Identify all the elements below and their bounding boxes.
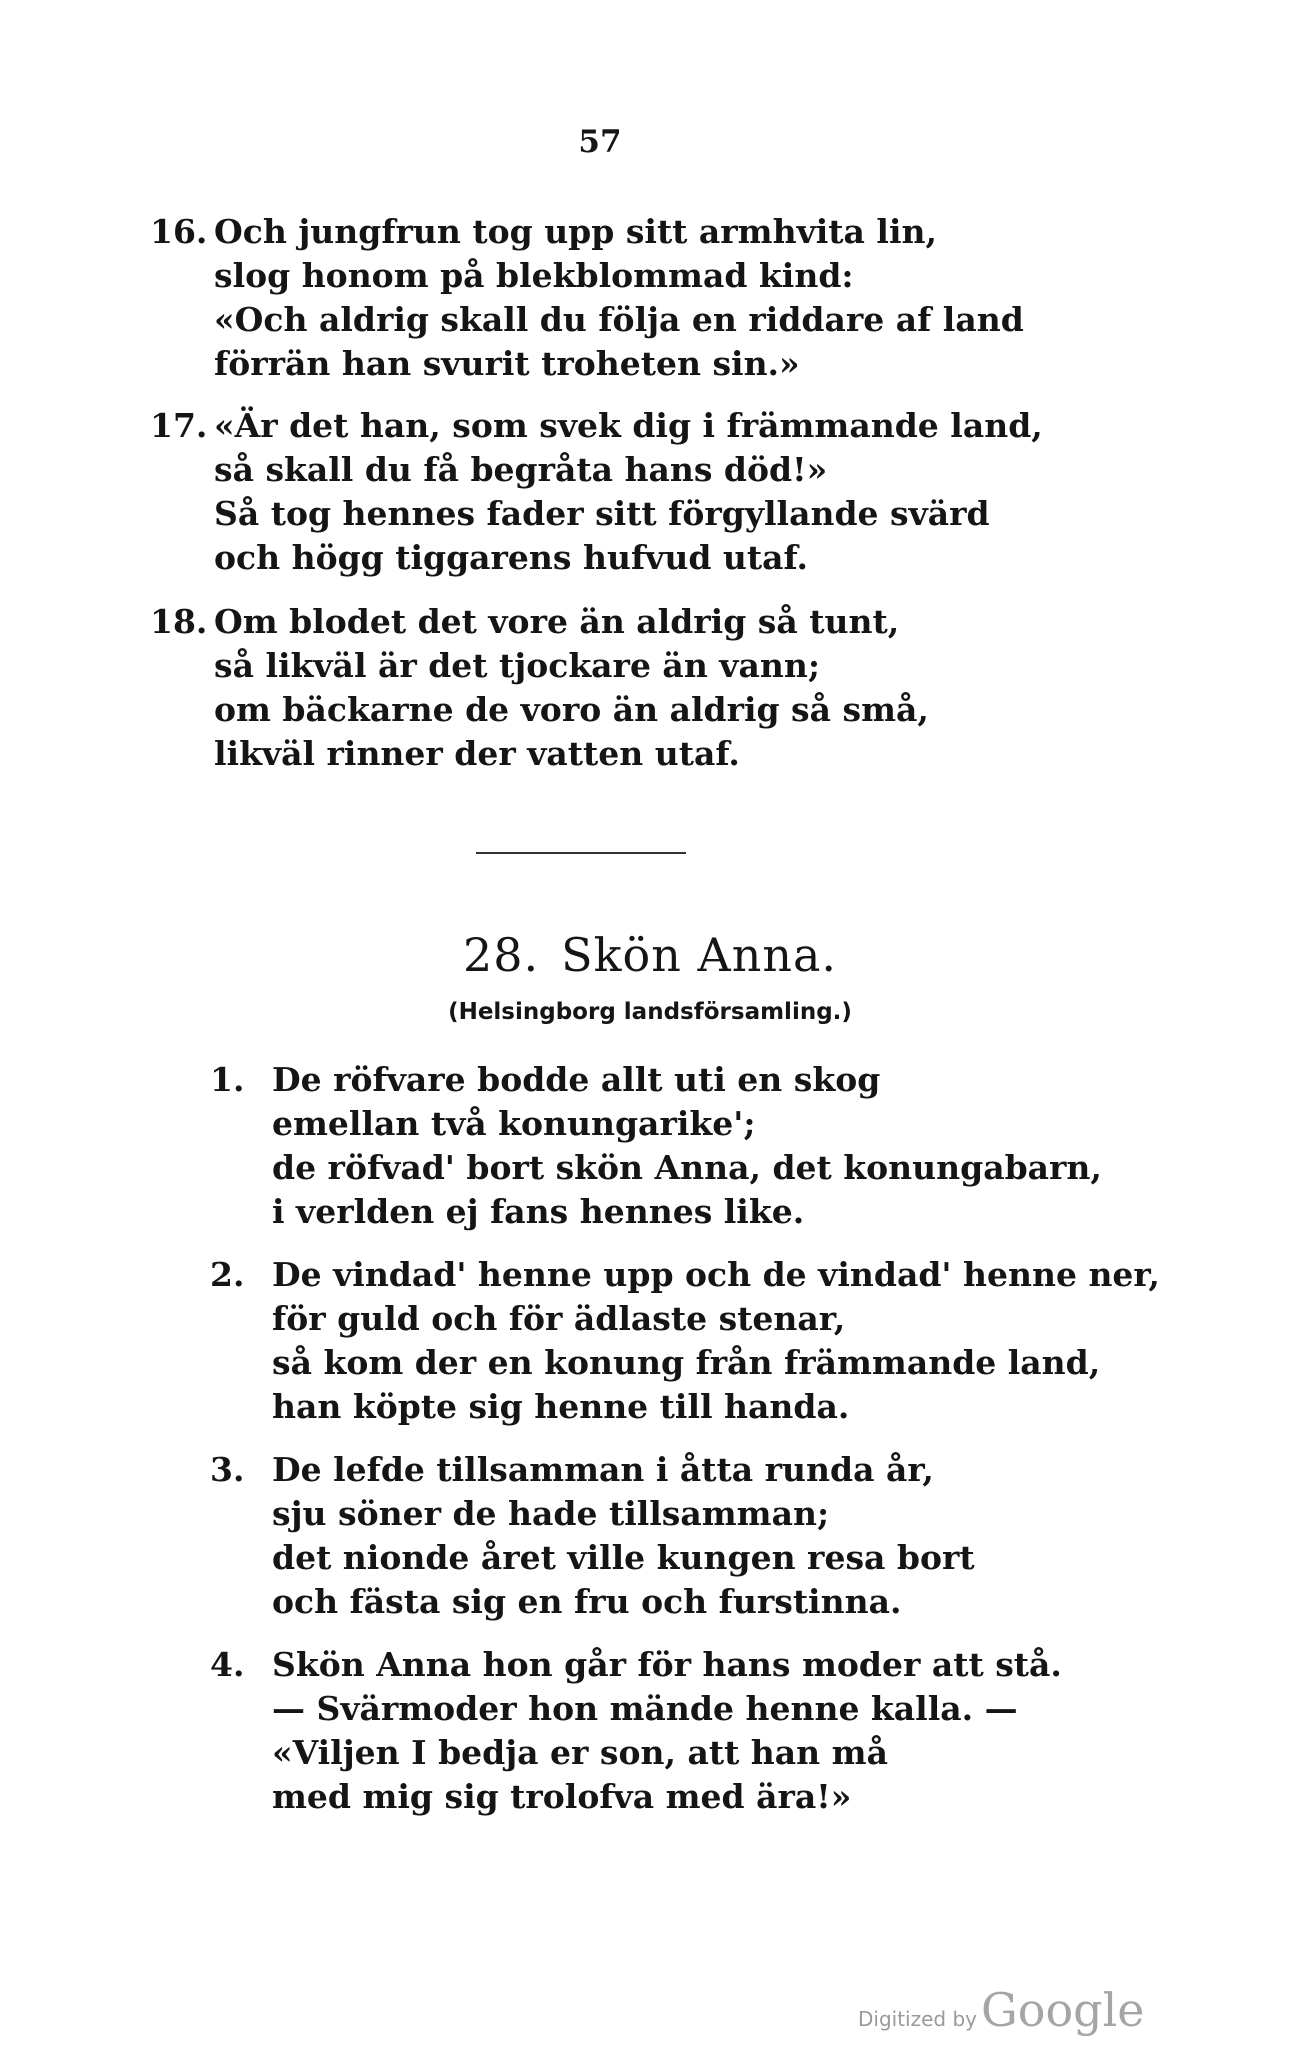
verse-line: med mig sig trolofva med ära!» [272, 1777, 852, 1816]
verse-line: om bäckarne de voro än aldrig så små, [214, 690, 929, 729]
song-subtitle: (Helsingborg landsförsamling.) [448, 999, 852, 1025]
stanza-number: 3. [210, 1450, 245, 1489]
verse-line: Om blodet det vore än aldrig så tunt, [214, 602, 900, 641]
verse-line: De vindad' henne upp och de vindad' henne ner, [272, 1255, 1160, 1294]
verse-line: så kom der en konung från främmande land, [272, 1343, 1101, 1382]
verse-line: och fästa sig en fru och furstinna. [272, 1582, 902, 1621]
verse-line: De lefde tillsamman i åtta runda år, [272, 1450, 934, 1489]
stanza-number: 18. [150, 602, 208, 641]
verse-line: «Och aldrig skall du följa en riddare af land [214, 300, 1024, 339]
verse-line: Så tog hennes fader sitt förgyllande svärd [214, 494, 990, 533]
verse-line: så likväl är det tjockare än vann; [214, 646, 821, 685]
verse-line: han köpte sig henne till handa. [272, 1387, 850, 1426]
stanza-number: 4. [210, 1645, 245, 1684]
song-title-text: Skön Anna. [561, 928, 837, 982]
verse-line: «Är det han, som svek dig i främmande land, [214, 406, 1043, 445]
verse-line: — Svärmoder hon mände henne kalla. — [272, 1689, 1018, 1728]
verse-line: «Viljen I bedja er son, att han må [272, 1733, 888, 1772]
stanza-number: 1. [210, 1060, 245, 1099]
stanza-2 [210, 1253, 1160, 1429]
verse-line: så skall du få begråta hans död!» [214, 450, 828, 489]
verse-line: likväl rinner der vatten utaf. [214, 734, 740, 773]
stanza-number: 2. [210, 1255, 245, 1294]
digitized-watermark [858, 1983, 1145, 2037]
stanza-16 [150, 210, 1024, 386]
section-divider [476, 852, 686, 854]
stanza-number: 17. [150, 406, 208, 445]
verse-line: De röfvare bodde allt uti en skog [272, 1060, 881, 1099]
stanza-17 [150, 404, 1043, 580]
verse-line: slog honom på blekblommad kind: [214, 256, 854, 295]
verse-line: Och jungfrun tog upp sitt armhvita lin, [214, 212, 937, 251]
stanza-4 [210, 1643, 1062, 1819]
verse-line: för guld och för ädlaste stenar, [272, 1299, 846, 1338]
stanza-1 [210, 1058, 1102, 1234]
verse-line: det nionde året ville kungen resa bort [272, 1538, 975, 1577]
verse-line: förrän han svurit troheten sin.» [214, 344, 800, 383]
page-number: 57 [578, 124, 622, 160]
watermark-prefix: Digitized by [858, 2007, 977, 2031]
verse-line: emellan två konungarike'; [272, 1104, 756, 1143]
stanza-3 [210, 1448, 975, 1624]
song-title [0, 928, 1300, 982]
stanza-18 [150, 600, 929, 776]
verse-line: i verlden ej fans hennes like. [272, 1192, 805, 1231]
verse-line: de röfvad' bort skön Anna, det konungabarn, [272, 1148, 1102, 1187]
verse-line: och högg tiggarens hufvud utaf. [214, 538, 809, 577]
stanza-number: 16. [150, 212, 208, 251]
verse-line: Skön Anna hon går för hans moder att stå. [272, 1645, 1062, 1684]
verse-line: sju söner de hade tillsamman; [272, 1494, 830, 1533]
google-logo: Google [981, 1983, 1145, 2037]
song-number: 28. [462, 928, 540, 982]
